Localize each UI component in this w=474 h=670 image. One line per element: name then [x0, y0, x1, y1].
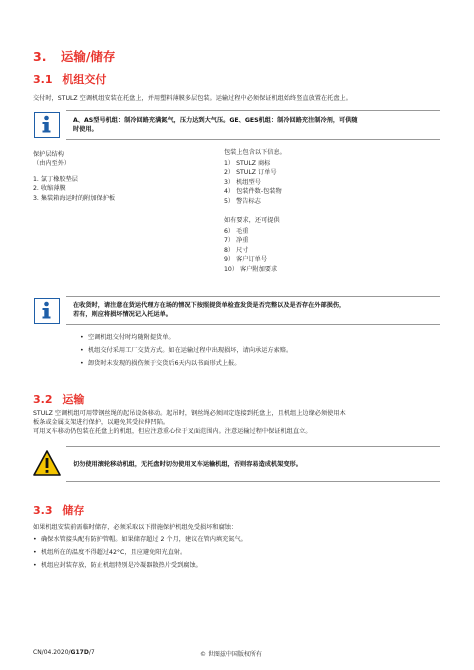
footer-doc-id — [33, 649, 95, 656]
footer-copyright: © 世图兹中国版权所有 — [200, 651, 262, 658]
delivery-intro: 交付时，STULZ 空调机组安装在托盘上，并用塑料薄膜多层包装。运输过程中必须保证机组始终竖直放置在托盘上。 — [33, 95, 352, 102]
section-3-heading — [33, 47, 115, 65]
list-item: 5） 警告标志 — [224, 197, 261, 205]
section-3-3-heading — [33, 502, 84, 518]
nitrogen-note-line2: 时使用。 — [73, 126, 98, 133]
list-item: 8） 尺寸 — [224, 246, 249, 254]
receipt-note-line2: 若有，则应将损坏情况记入托运单。 — [73, 311, 172, 318]
transport-para-line3: 可用叉车移动仍包装在托盘上的机组，但应注意重心位于叉面范围内。注意运输过程中保证机组直立。 — [33, 428, 312, 435]
package-list — [224, 159, 286, 206]
receipt-note-line1: 在收货时，请注意在货运代理方在场的情况下按照提货单检查发货是否完整以及是否存在外部损伤， — [73, 302, 346, 309]
section-3-2-heading — [33, 391, 84, 407]
doc-prefix: CN/04.2020/ — [33, 649, 71, 656]
package-extra-list — [224, 227, 286, 274]
nitrogen-note-line1: A、AS型号机组：制冷回路充满氮气，压力达到大气压。GE、GES机组：制冷回路充注制冷剂，可供随 — [73, 117, 358, 124]
list-item: • 确保水管接头配有防护管帽。如果储存超过 2 个月，建议在管内填充氮气。 — [33, 535, 247, 544]
list-item: 6） 毛重 — [224, 228, 249, 236]
package-title: 包装上包含以下信息。 — [224, 149, 286, 156]
storage-bullets — [33, 535, 247, 570]
list-item: 1） STULZ 商标 — [224, 160, 271, 167]
warning-top-rule — [66, 446, 440, 447]
list-item: 3. 集装箱海运时的附加保护板 — [33, 194, 116, 202]
package-extra-title: 如有要求，还可提供 — [224, 217, 280, 225]
protection-title: 保护层结构 — [33, 151, 64, 158]
protection-list — [33, 175, 115, 203]
protection-subtitle: （由内至外） — [33, 160, 71, 167]
list-item: 2） STULZ 订单号 — [224, 169, 277, 177]
section-title: 运输/储存 — [60, 49, 116, 64]
list-item: • 机组所在的温度不得超过42°C，且应避免阳光直射。 — [33, 548, 247, 557]
section-number: 3.2 — [33, 393, 53, 406]
note-bottom-rule — [66, 324, 440, 325]
section-title: 储存 — [62, 504, 85, 517]
warning-text: 切勿使用滚轮移动机组，无托盘时切勿使用叉车运输机组，否则容易造成机架变形。 — [73, 461, 302, 468]
section-title: 机组交付 — [62, 73, 107, 86]
list-item: • 空调机组交付时均随附提货单。 — [80, 333, 292, 342]
list-item: 9） 客户订单号 — [224, 256, 268, 264]
section-number: 3.3 — [33, 504, 53, 517]
section-number: 3. — [33, 49, 47, 64]
section-number: 3.1 — [33, 73, 53, 86]
warning-bottom-rule — [66, 481, 440, 482]
warning-icon — [33, 450, 61, 476]
list-item: 10） 客户附加要求 — [224, 265, 278, 273]
list-item: 7） 净重 — [224, 237, 249, 245]
list-item: 4） 包装件数-包装物 — [224, 188, 282, 196]
list-item: 2. 收缩薄膜 — [33, 185, 66, 193]
protection-block — [33, 150, 115, 203]
info-icon — [34, 298, 60, 324]
transport-para-line1: STULZ 空调机组可用带钢丝绳的起吊设备移动。起吊时，钢丝绳必须固定连接到托盘上，且机组上边缘必须使用木 — [33, 410, 346, 417]
transport-para-line2: 板条或金属支架进行保护，以避免其受拉伸凹陷。 — [33, 419, 170, 426]
doc-code: G17D — [70, 649, 89, 656]
list-item: • 卸货时未发现的损伤须于交货后6天内以书面形式上报。 — [80, 359, 292, 368]
list-item: • 机组交付采用工厂交货方式。如在运输过程中出现损坏，请向承运方索赔。 — [80, 346, 292, 355]
list-item: • 机组应封装存放，防止机组特别是冷凝器散热片受到腐蚀。 — [33, 561, 247, 570]
section-3-1-heading — [33, 71, 106, 87]
package-block — [224, 148, 286, 274]
storage-intro: 如果机组安装前需临时储存，必须采取以下措施保护机组免受损坏和腐蚀： — [33, 524, 238, 531]
section-title: 运输 — [62, 393, 85, 406]
note-bottom-rule — [66, 139, 440, 140]
list-item: 1. 氯丁橡胶垫层 — [33, 176, 78, 183]
info-icon — [34, 112, 60, 138]
list-item: 3） 机组型号 — [224, 178, 261, 186]
doc-suffix: /7 — [88, 649, 95, 656]
note-top-rule — [66, 110, 440, 111]
note-top-rule — [66, 296, 440, 297]
receipt-bullets — [80, 333, 292, 368]
